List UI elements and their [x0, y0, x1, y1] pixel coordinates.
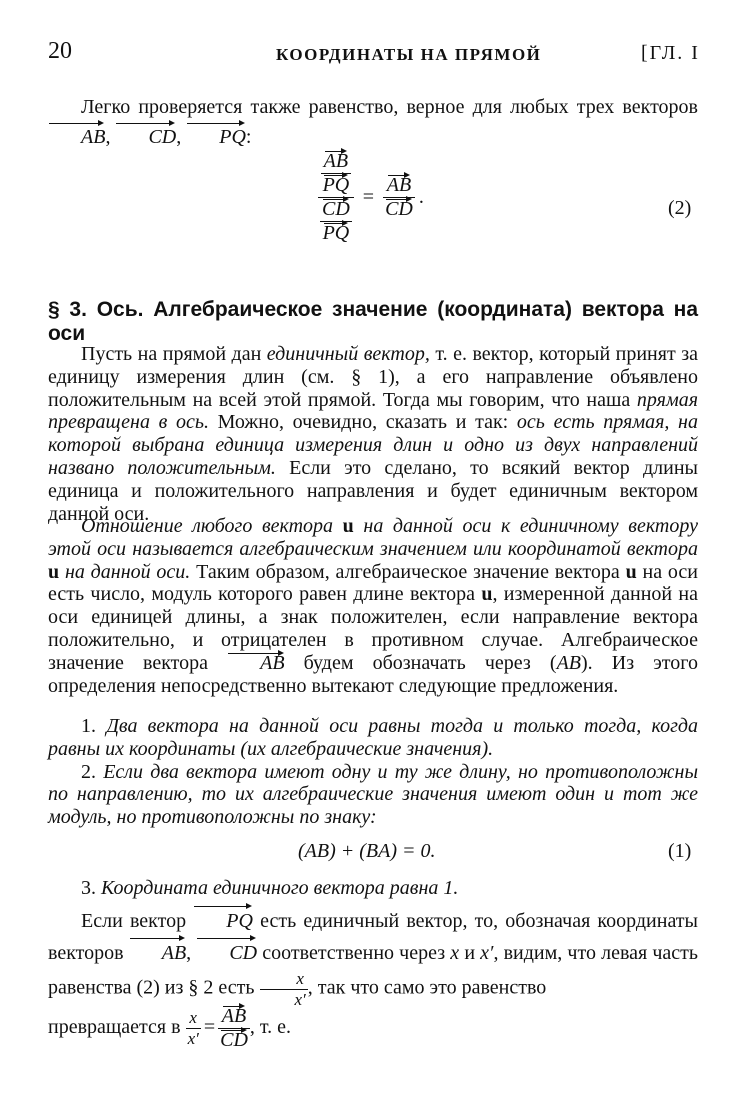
vector-cd: CD: [196, 937, 257, 969]
fraction-ab-over-cd: [218, 1005, 250, 1052]
vector-ab: AB: [221, 1005, 247, 1027]
page-number: 20: [48, 38, 72, 64]
vector-cd: CD: [322, 198, 350, 220]
vector-u: u: [48, 560, 60, 583]
fraction-x-over-xprime: [260, 969, 308, 1009]
vector-cd: CD: [385, 198, 413, 220]
text-run: Можно, очевидно, сказать и так:: [208, 411, 517, 434]
item-number: 3.: [81, 877, 96, 899]
item-number: 2.: [81, 760, 96, 783]
equation-number-1: (1): [668, 840, 692, 862]
comma: ,: [105, 126, 111, 148]
propositions-list: [48, 715, 698, 829]
paragraph-axis-definition: [48, 343, 698, 525]
period: .: [418, 186, 424, 208]
denominator: x′: [187, 1029, 199, 1048]
section-heading: § 3. Ось. Алгебраическое значение (координата) вектора на оси: [48, 298, 698, 345]
equals-sign: =: [362, 186, 375, 208]
text-run: Таким образом, алгебраическое значение вектора: [190, 560, 626, 583]
vector-pq: PQ: [186, 122, 246, 152]
equation-2: [318, 150, 424, 245]
vector-ab: AB: [48, 122, 105, 152]
numerator: x: [189, 1008, 197, 1028]
italic-run: на данной оси.: [64, 560, 191, 583]
item-number: 1.: [81, 715, 96, 737]
vector-u: u: [481, 583, 493, 606]
intro-paragraph: [48, 92, 698, 152]
running-title: КООРДИНАТЫ НА ПРЯМОЙ: [276, 45, 542, 64]
inner-fraction-top: [319, 150, 354, 197]
intro-text: Легко проверяется также равенство, верное для любых трех векторов: [81, 96, 698, 118]
fraction-x-over-xprime: [186, 1008, 201, 1048]
vector-ab: AB: [227, 652, 284, 675]
italic-run: ось есть прямая, на которой выбрана единица измерения длин и одно из двух направлений названо положительным.: [48, 411, 698, 479]
item-text: Если два вектора имеют одну и ту же длину, но противоположны по направлению, то их алгебраические значения имеют один и тот же модуль, но противоположны по знаку:: [48, 760, 699, 829]
vector-cd: CD: [220, 1029, 248, 1051]
vector-ab: AB: [323, 150, 349, 172]
vector-ab: AB: [386, 174, 412, 196]
numerator: x: [296, 969, 304, 988]
var-x: x: [450, 942, 460, 964]
item-text: Два вектора на данной оси равны тогда и только тогда, когда равны их координаты (их алгебраические значения).: [48, 715, 699, 760]
vector-cd: CD: [115, 122, 176, 152]
proposition-1: [48, 715, 698, 761]
colon: :: [245, 126, 252, 148]
paragraph-algebraic-value: [48, 515, 698, 697]
text-run: , видим, что левая часть равенства (2) из § 2 есть: [48, 942, 699, 999]
vector-u: u: [625, 560, 637, 583]
inner-fraction-bottom: [318, 198, 354, 245]
equation-1: (AB) + (BA) = 0.: [298, 840, 436, 862]
text-run: ). Из этого определения непосредственно вытекают следующие предложения.: [48, 651, 698, 697]
proposition-2: [48, 761, 698, 829]
italic-ab: AB: [556, 651, 581, 674]
text-run: , измеренной данной на оси единицей длины, а знак положителен, если направление вектора положительно, и отрицателен в противном случае. Алгебраическое значение вектора: [48, 583, 699, 674]
item-text: Координата единичного вектора равна 1.: [101, 877, 459, 899]
text-run: будем обозначать через (: [284, 651, 557, 674]
vector-u: u: [342, 515, 354, 537]
denominator: x′: [294, 989, 306, 1009]
text-run: , т. е.: [249, 1016, 292, 1039]
italic-run: прямая превращена в ось.: [48, 388, 698, 434]
text-run: т. е. вектор, который принят за единицу измерения длин (см. § 1), а его направление объявлено положительным на всей этой прямой. Тогда мы говорим, что наша: [48, 343, 698, 411]
proposition-3: [48, 877, 698, 900]
text-run: и: [459, 942, 481, 964]
text-run: Если это сделано, то всякий вектор длины единица и положительного направления и будет единичным вектором данной оси.: [48, 456, 698, 525]
equals-sign: =: [203, 1016, 216, 1039]
var-x-prime: x′: [480, 942, 494, 964]
equation-number-2: (2): [668, 197, 692, 219]
fraction-right: [383, 174, 415, 221]
italic-run: Отношение любого вектора: [81, 515, 334, 537]
compound-fraction-left: [318, 150, 354, 245]
text-run: превращается в: [48, 1016, 186, 1039]
italic-run: единичный вектор,: [266, 343, 430, 365]
vector-ab: AB: [129, 937, 186, 969]
text-run: , так что само это равенство: [307, 976, 547, 999]
vector-pq: PQ: [322, 174, 350, 196]
text-run: на оси есть число, модуль которого равен длине вектора: [48, 560, 698, 606]
italic-run: на данной оси к единичному вектору этой оси называется алгебраическим значением или координатой вектора: [48, 515, 698, 560]
chapter-marker: [ГЛ. I: [641, 42, 700, 64]
text-run: Если вектор: [81, 910, 194, 932]
paragraph-unit-vector: Если вектор PQ есть единичный вектор, то, обозначая координаты векторов AB, CD соответственно через x и x′, видим, что левая часть равенства (2) из § 2 есть $\frac{x}{x'}$ , так что само это равенство: [48, 905, 698, 1009]
text-run: есть единичный вектор, то, обозначая координаты векторов: [48, 910, 698, 964]
text-run: соответственно через: [257, 942, 451, 964]
comma: ,: [176, 126, 182, 148]
text-run: Пусть на прямой дан: [81, 343, 267, 365]
final-line: [48, 1005, 698, 1052]
vector-pq: PQ: [193, 905, 253, 937]
vector-pq: PQ: [322, 222, 350, 244]
